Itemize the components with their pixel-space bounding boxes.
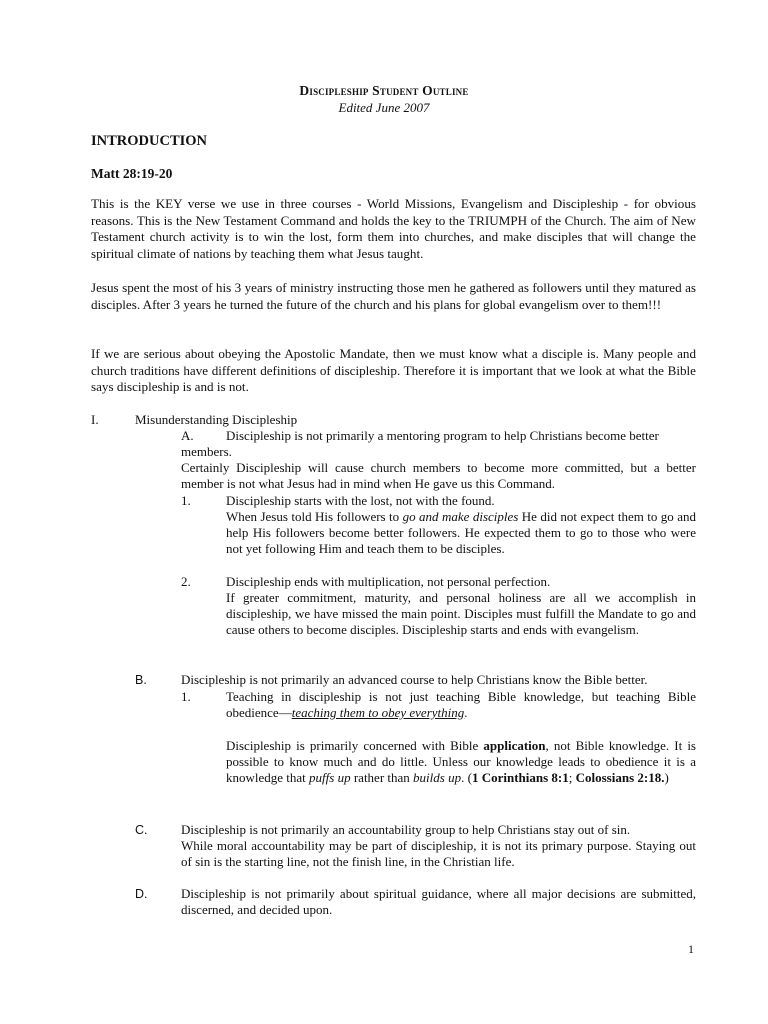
item-b-text: Discipleship is not primarily an advanced course to help Christians know the Bible better. (181, 672, 648, 687)
item-a2-marker: 2. (181, 574, 191, 589)
document-title: Discipleship Student Outline (299, 83, 469, 98)
item-a2-title: Discipleship ends with multiplication, not personal perfection. (226, 574, 551, 589)
section-marker: I. (91, 412, 99, 427)
reference-1-corinthians: 1 Corinthians 8:1 (471, 770, 569, 785)
item-b-marker: B. (135, 673, 147, 687)
item-c-text-line1: Discipleship is not primarily an accountability group to help Christians stay out of sin. (181, 822, 631, 837)
intro-paragraph-3: If we are serious about obeying the Apostolic Mandate, then we must know what a disciple is. Many people and church traditions have different definitions of discipleship. Therefore it is important that we look at what the Bible says discipleship is and is not. (91, 346, 696, 394)
page-number: 1 (688, 942, 694, 956)
item-b1-marker: 1. (181, 689, 191, 704)
item-b1-paragraph: Discipleship is primarily concerned with Bible application, not Bible knowledge. It is possible to know much and do little. Unless our knowledge leads to obedience it is a knowledge that puffs up rather than builds up. (1 Corinthians 8:1; Colossians 2:18.) (226, 738, 696, 785)
item-a-explanation: Certainly Discipleship will cause church members to become more committed, but a better member is not what Jesus had in mind when He gave us this Command. (181, 460, 696, 491)
item-a1-title: Discipleship starts with the lost, not with the found. (226, 493, 495, 508)
item-a2-body: If greater commitment, maturity, and personal holiness are all we accomplish in discipleship, we have missed the main point. Disciples must fulfill the Mandate to go and cause others to become disciples. Discipleship starts and ends with evangelism. (226, 590, 696, 637)
intro-paragraph-2: Jesus spent the most of his 3 years of ministry instructing those men he gathered as followers until they matured as disciples. After 3 years he turned the future of the church and his plans for global evangelism over to them!!! (91, 280, 696, 312)
intro-paragraph-1: This is the KEY verse we use in three courses - World Missions, Evangelism and Discipleship - for obvious reasons. This is the New Testament Command and holds the key to the TRIUMPH of the Church. The aim of New Testament church activity is to win the lost, form them into churches, and make disciples that will change the spiritual climate of nations by teaching them what Jesus taught. (91, 196, 696, 261)
item-d-marker: D. (135, 887, 148, 901)
introduction-heading: INTRODUCTION (91, 133, 208, 149)
item-a-text-line1: Discipleship is not primarily a mentoring program to help Christians become better (226, 428, 659, 443)
item-c-explanation: While moral accountability may be part of discipleship, it is not its primary purpose. Staying out of sin is the starting line, not the finish line, in the Christian life. (181, 838, 696, 869)
item-a-marker: A. (181, 428, 194, 443)
item-d-text: Discipleship is not primarily about spiritual guidance, where all major decisions are submitted, discerned, and decided upon. (181, 886, 696, 917)
reference-colossians: Colossians 2:18. (575, 770, 665, 785)
document-subtitle: Edited June 2007 (338, 100, 430, 115)
item-a1-marker: 1. (181, 493, 191, 508)
item-b1-text: Teaching in discipleship is not just teaching Bible knowledge, but teaching Bible obedience—teaching them to obey everything. (226, 689, 696, 720)
item-c-marker: C. (135, 823, 148, 837)
teaching-them-to-obey-phrase: teaching them to obey everything (291, 705, 465, 720)
item-a1-body: When Jesus told His followers to go and make disciples He did not expect them to go and help His followers become better followers. He expected them to go to those who were not yet following Him and teach them to be disciples. (226, 509, 697, 556)
go-and-make-disciples-phrase: go and make disciples (402, 509, 519, 524)
section-title: Misunderstanding Discipleship (135, 412, 298, 427)
item-a-text-line2: members. (181, 444, 232, 459)
scripture-reference: Matt 28:19-20 (91, 166, 173, 181)
